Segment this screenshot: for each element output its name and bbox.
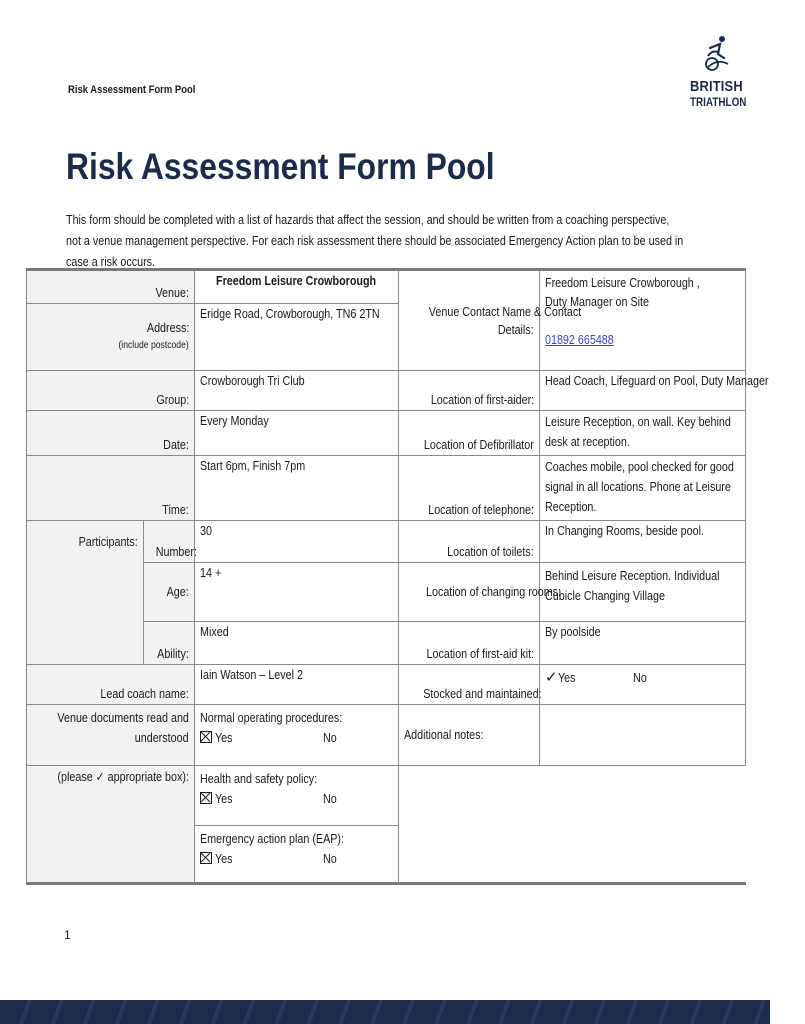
health-safety-cell[interactable]: Health and safety policy: Yes No [195,766,399,826]
stocked-no-label[interactable]: No [633,671,648,685]
tick-note-label: (please ✓ appropriate box): [27,766,195,884]
page-number: 1 [64,928,71,942]
health-safety-yes-checkbox[interactable] [200,792,212,804]
stocked-yes-label: Yes [557,671,576,685]
changing-rooms-label: Location of changing rooms: [399,563,540,622]
number-label: Number: [144,521,195,563]
empty-area [399,766,746,884]
stocked-value[interactable] [540,665,746,705]
first-aider-label: Location of first-aider: [399,371,540,411]
stocked-label: Stocked and maintained: [399,665,540,705]
stocked-yes-checkmark[interactable]: ✓ [545,669,558,686]
telephone-label: Location of telephone: [399,456,540,521]
age-value[interactable]: 14 + [195,563,399,622]
number-value[interactable]: 30 [195,521,399,563]
health-safety-no[interactable]: No [322,792,337,806]
normal-ops-label: Normal operating procedures: [200,711,343,725]
health-safety-label: Health and safety policy: [200,772,318,786]
address-note: (include postcode) [118,340,189,351]
first-aider-value[interactable]: Head Coach, Lifeguard on Pool, Duty Manager [540,371,746,411]
page-title: Risk Assessment Form Pool [66,146,495,187]
ability-value[interactable]: Mixed [195,622,399,665]
eap-yes-checkbox[interactable] [200,852,212,864]
normal-ops-yes-checkbox[interactable] [200,731,212,743]
toilets-label: Location of toilets: [399,521,540,563]
changing-rooms-value[interactable]: Behind Leisure Reception. Individual Cubicle Changing Village [540,563,746,622]
first-aid-kit-label: Location of first-aid kit: [399,622,540,665]
eap-cell[interactable]: Emergency action plan (EAP): Yes No [195,826,399,884]
intro-text: This form should be completed with a list of hazards that affect the session, and should be written from a coaching perspective, not a venue management perspective. For each risk assessment there should be associated Emergency Action plan to be used in case a risk occurs. [66,213,684,269]
venue-value[interactable]: Freedom Leisure Crowborough [195,270,399,304]
first-aid-kit-value[interactable]: By poolside [540,622,746,665]
normal-ops-no[interactable]: No [322,731,337,745]
lead-coach-value[interactable]: Iain Watson – Level 2 [195,665,399,705]
footer-band [0,1000,770,1024]
normal-ops-cell[interactable]: Normal operating procedures: Yes No [195,705,399,766]
venue-label: Venue: [27,270,195,304]
logo-line2: TRIATHLON [690,97,747,109]
contact-phone-link[interactable]: 01892 665488 [545,333,614,347]
address-label: Address: (include postcode) [27,304,195,371]
address-value[interactable]: Eridge Road, Crowborough, TN6 2TN [195,304,399,371]
header-title: Risk Assessment Form Pool [68,84,196,96]
age-label: Age: [144,563,195,622]
defibrillator-value[interactable]: Leisure Reception, on wall. Key behind desk at reception. [540,411,746,456]
triathlete-icon [704,34,730,74]
lead-coach-label: Lead coach name: [27,665,195,705]
date-label: Date: [27,411,195,456]
date-value[interactable]: Every Monday [195,411,399,456]
logo-line1: BRITISH [690,78,743,95]
eap-label: Emergency action plan (EAP): [200,832,345,846]
ability-label: Ability: [144,622,195,665]
telephone-value[interactable]: Coaches mobile, pool checked for good signal in all locations. Phone at Leisure Reception. [540,456,746,521]
venue-docs-label: Venue documents read and understood [27,705,195,766]
time-value[interactable]: Start 6pm, Finish 7pm [195,456,399,521]
time-label: Time: [27,456,195,521]
venue-contact-label: Venue Contact Name & Contact Details: [399,270,540,371]
toilets-value[interactable]: In Changing Rooms, beside pool. [540,521,746,563]
participants-label: Participants: [27,521,144,665]
group-label: Group: [27,371,195,411]
venue-contact-value[interactable]: Freedom Leisure Crowborough , Duty Manager on Site 01892 665488 [540,270,746,371]
risk-assessment-table [26,268,769,885]
eap-no[interactable]: No [322,852,337,866]
group-value[interactable]: Crowborough Tri Club [195,371,399,411]
defibrillator-label: Location of Defibrillator [399,411,540,456]
additional-notes-label: Additional notes: [399,705,540,766]
additional-notes-value[interactable] [540,705,746,766]
